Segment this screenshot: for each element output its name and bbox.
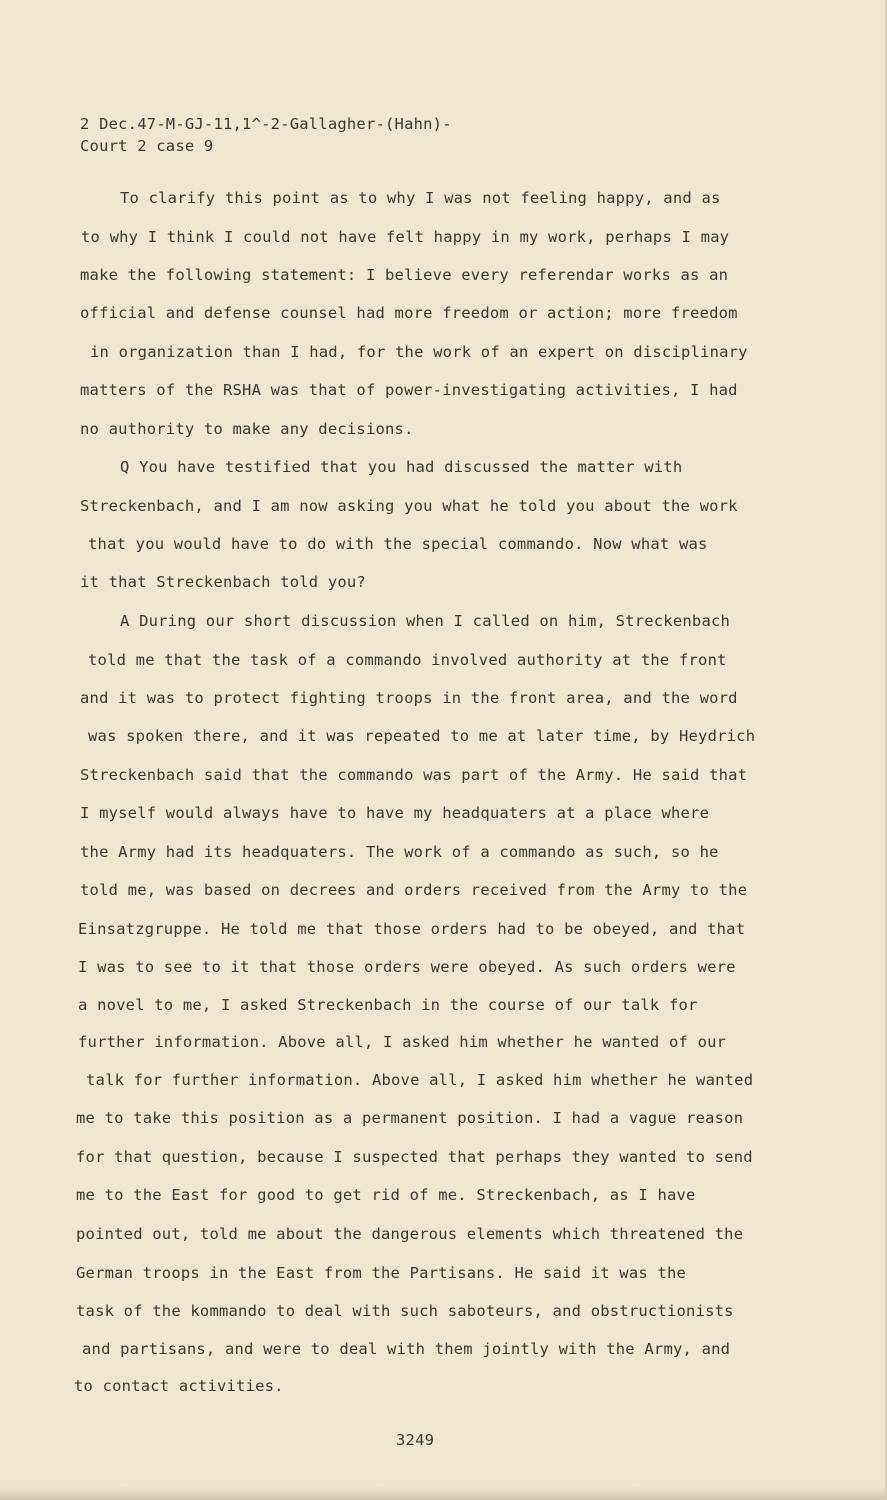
body-line: further information. Above all, I asked him whether he wanted of our xyxy=(78,1033,727,1051)
body-line: Q You have testified that you had discussed the matter with xyxy=(120,458,683,476)
body-line: I myself would always have to have my headquaters at a place where xyxy=(80,804,710,822)
body-line: and it was to protect fighting troops in the front area, and the word xyxy=(80,689,738,707)
body-line: it that Streckenbach told you? xyxy=(80,573,366,591)
body-line: that you would have to do with the special commando. Now what was xyxy=(88,535,708,553)
body-line: the Army had its headquaters. The work of a commando as such, so he xyxy=(80,843,719,861)
body-line: task of the kommando to deal with such saboteurs, and obstructionists xyxy=(76,1302,734,1320)
header-line-2: Court 2 case 9 xyxy=(80,137,214,155)
body-line: no authority to make any decisions. xyxy=(80,420,414,438)
body-line: a novel to me, I asked Streckenbach in the course of our talk for xyxy=(78,996,698,1014)
page-bottom-shadow xyxy=(0,1486,885,1500)
body-line: talk for further information. Above all, I asked him whether he wanted xyxy=(86,1071,754,1089)
body-line: told me, was based on decrees and orders received from the Army to the xyxy=(80,881,748,899)
header-line-1: 2 Dec.47-M-GJ-11,1^-2-Gallagher-(Hahn)- xyxy=(80,115,452,133)
body-line: to why I think I could not have felt happy in my work, perhaps I may xyxy=(81,228,730,246)
body-line: me to take this position as a permanent position. I had a vague reason xyxy=(76,1109,744,1127)
body-line: Streckenbach said that the commando was part of the Army. He said that xyxy=(80,766,748,784)
body-line: To clarify this point as to why I was not feeling happy, and as xyxy=(120,189,721,207)
body-line: told me that the task of a commando involved authority at the front xyxy=(88,651,727,669)
body-line: for that question, because I suspected that perhaps they wanted to send xyxy=(76,1148,753,1166)
body-line: in organization than I had, for the work of an expert on disciplinary xyxy=(90,343,748,361)
body-line: Streckenbach, and I am now asking you what he told you about the work xyxy=(80,497,738,515)
document-header xyxy=(80,113,452,157)
body-line: matters of the RSHA was that of power-investigating activities, I had xyxy=(80,381,738,399)
body-line: and partisans, and were to deal with them jointly with the Army, and xyxy=(82,1340,731,1358)
body-line: me to the East for good to get rid of me. Streckenbach, as I have xyxy=(76,1186,696,1204)
body-line: was spoken there, and it was repeated to me at later time, by Heydrich xyxy=(88,727,756,745)
body-line: A During our short discussion when I called on him, Streckenbach xyxy=(120,612,731,630)
body-line: pointed out, told me about the dangerous elements which threatened the xyxy=(76,1225,744,1243)
page-number: 3249 xyxy=(396,1431,435,1449)
body-line: official and defense counsel had more freedom or action; more freedom xyxy=(80,304,738,322)
body-line: make the following statement: I believe every referendar works as an xyxy=(80,266,729,284)
body-line: I was to see to it that those orders were obeyed. As such orders were xyxy=(78,958,736,976)
body-line: German troops in the East from the Partisans. He said it was the xyxy=(76,1264,687,1282)
body-line: to contact activities. xyxy=(74,1377,284,1395)
body-line: Einsatzgruppe. He told me that those orders had to be obeyed, and that xyxy=(78,920,746,938)
